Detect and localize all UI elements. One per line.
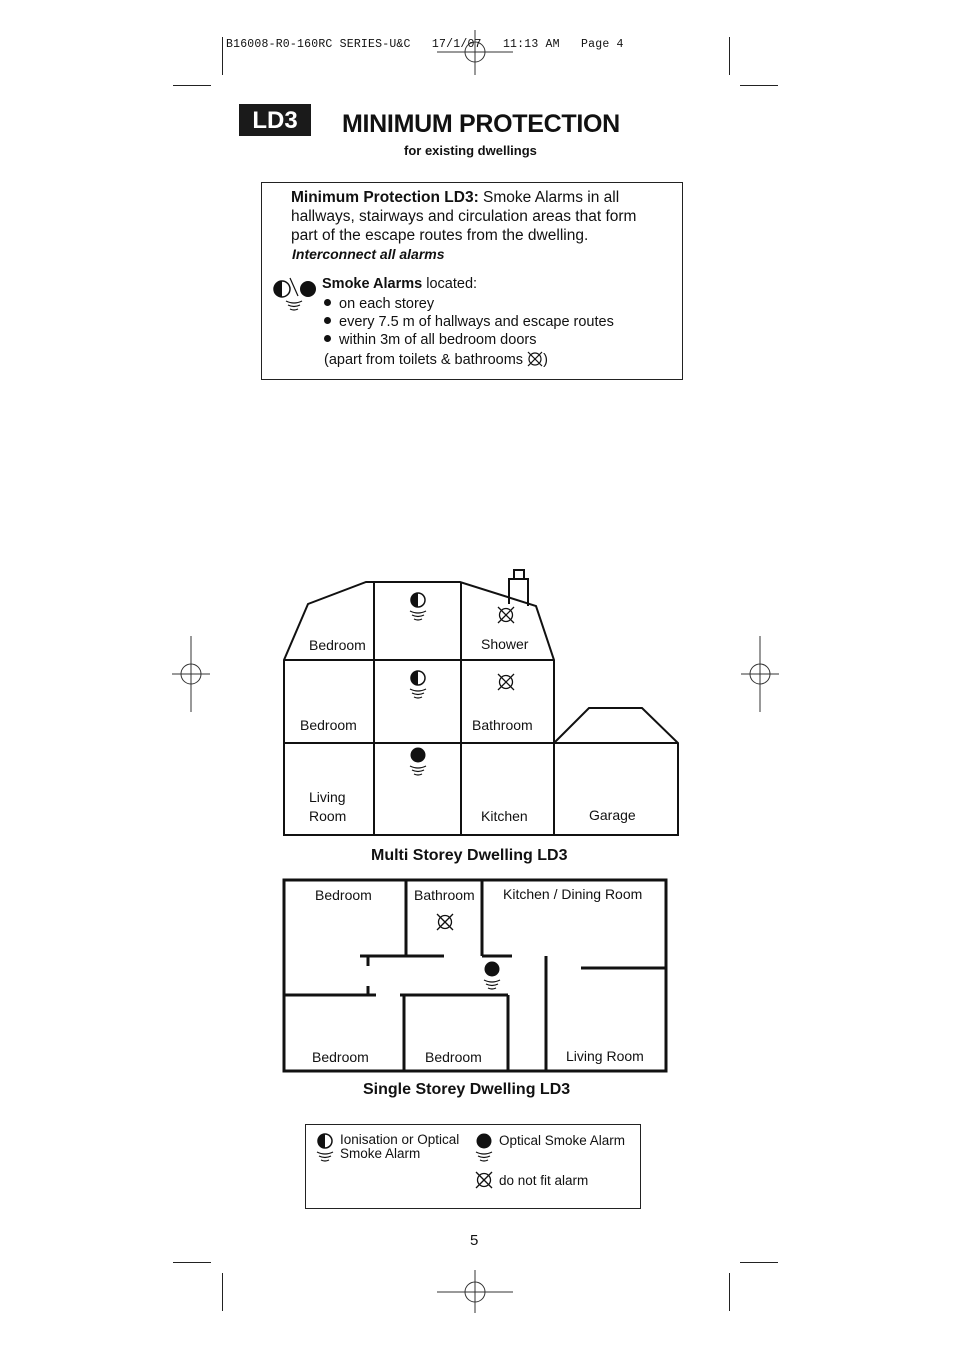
smoke-alarms-rest: located: xyxy=(422,276,478,292)
ionisation-alarm-icon xyxy=(410,671,426,698)
do-not-fit-icon xyxy=(437,914,453,930)
multi-storey-caption: Multi Storey Dwelling LD3 xyxy=(371,847,568,864)
room-label-shower: Shower xyxy=(481,636,529,652)
room-label-bedroom: Bedroom xyxy=(312,1049,369,1065)
room-label-room: Room xyxy=(309,808,347,824)
bullet-text: within 3m of all bedroom doors xyxy=(339,332,537,348)
page-title: MINIMUM PROTECTION xyxy=(342,110,620,138)
info-lead-bold: Minimum Protection LD3: xyxy=(291,189,479,206)
room-label-garage: Garage xyxy=(589,807,636,823)
page-subtitle: for existing dwellings xyxy=(404,143,537,158)
optical-alarm-icon xyxy=(410,748,426,776)
apart-text: (apart from toilets & bathrooms xyxy=(324,352,528,368)
info-lead-text: Smoke Alarms in all hallways, stairways and circulation areas that form part of the escape routes from the dwelling. xyxy=(291,189,637,244)
apart-close: ) xyxy=(543,352,548,368)
page-number: 5 xyxy=(470,1232,479,1249)
room-label-bedroom: Bedroom xyxy=(425,1049,482,1065)
room-label-living-room: Living Room xyxy=(566,1048,644,1064)
do-not-fit-icon xyxy=(498,607,514,623)
legend-box xyxy=(305,1124,641,1209)
print-header: B16008-R0-160RC SERIES-U&C 17/1/07 11:13 AM Page 4 xyxy=(226,38,624,51)
legend-ionisation-line1: Ionisation or Optical xyxy=(340,1132,460,1147)
room-label-bedroom: Bedroom xyxy=(309,637,366,653)
room-label-bedroom: Bedroom xyxy=(315,887,372,903)
room-label-living: Living xyxy=(309,789,346,805)
bullet-text: on each storey xyxy=(339,296,435,312)
room-label-kitchen-dining: Kitchen / Dining Room xyxy=(503,886,643,902)
room-label-bathroom: Bathroom xyxy=(414,887,475,903)
optical-alarm-icon xyxy=(484,962,500,990)
smoke-alarms-bold: Smoke Alarms xyxy=(322,276,423,292)
bullet-text: every 7.5 m of hallways and escape routes xyxy=(339,314,614,330)
room-label-kitchen: Kitchen xyxy=(481,808,528,824)
legend-ionisation-line2: Smoke Alarm xyxy=(340,1146,421,1161)
ld3-badge: LD3 xyxy=(239,104,311,136)
single-storey-caption: Single Storey Dwelling LD3 xyxy=(363,1081,571,1098)
do-not-fit-icon xyxy=(498,674,514,690)
room-label-bathroom: Bathroom xyxy=(472,717,533,733)
legend-do-not-fit: do not fit alarm xyxy=(499,1173,589,1188)
room-label-bedroom: Bedroom xyxy=(300,717,357,733)
ionisation-alarm-icon xyxy=(410,593,426,620)
legend-optical: Optical Smoke Alarm xyxy=(499,1133,626,1148)
interconnect-note: Interconnect all alarms xyxy=(292,246,445,262)
